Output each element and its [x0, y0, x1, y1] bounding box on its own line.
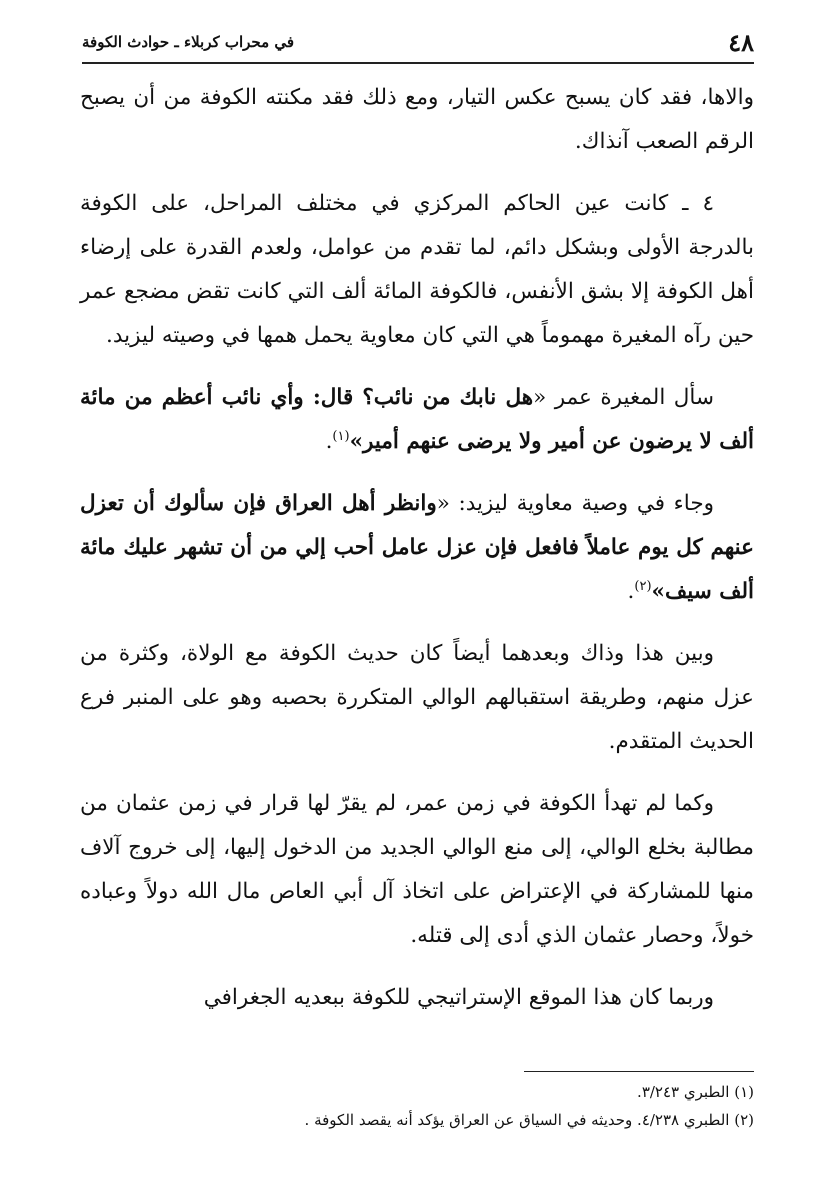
paragraph: وربما كان هذا الموقع الإستراتيجي للكوفة ببعديه الجغرافي: [203, 985, 714, 1010]
body-text: [80, 76, 754, 1038]
paragraph: ٤ ـ كانت عين الحاكم المركزي في مختلف المراحل، على الكوفة بالدرجة الأولى وبشكل دائم، لما تقدم من عوامل، ولعدم القدرة على إرضاء أهل الكوفة إلا بشق الأنفس، فالكوفة المائة ألف التي كانت تقض مضجع عمر حين رآه المغيرة مهموماً هي التي كان معاوية يحمل همها في وصيته ليزيد.: [80, 191, 754, 348]
sentence-end: .: [325, 429, 333, 454]
quote-close: »: [349, 429, 363, 454]
paragraph: والاها، فقد كان يسبح عكس التيار، ومع ذلك فقد مكنته الكوفة من أن يصبح الرقم الصعب آنذاك.: [80, 85, 754, 154]
paragraph: وبين هذا وذاك وبعدهما أيضاً كان حديث الكوفة مع الولاة، وكثرة من عزل منهم، وطريقة استقبالهم الوالي المتكررة بحصبه وهو على المنبر فرع الحديث المتقدم.: [80, 641, 754, 754]
paragraph: وكما لم تهدأ الكوفة في زمن عمر، لم يقرّ لها قرار في زمن عثمان من مطالبة بخلع الوالي، إلى منع الوالي الجديد من الدخول إليها، إلى خروج آلاف منها للمشاركة في الإعتراض على اتخاذ آل أبي العاص مال الله دولاً وعباده خولاً، وحصار عثمان الذي أدى إلى قتله.: [80, 791, 754, 948]
quote-answer: وأي نائب أعظم من مائة ألف لا يرضون عن أمير ولا يرضى عنهم أمير: [80, 385, 754, 454]
footnote-ref: (١): [332, 428, 350, 444]
footnote-ref: (٢): [634, 578, 652, 594]
footnote: (٢) الطبري ٤/٢٣٨. وحديثه في السياق عن العراق يؤكد أنه يقصد الكوفة .: [304, 1111, 754, 1129]
quote-intro: وجاء في وصية معاوية ليزيد: «: [436, 491, 714, 516]
sentence-end: .: [627, 579, 635, 604]
running-title: في محراب كربلاء ـ حوادث الكوفة: [82, 33, 295, 51]
paragraph-with-quote: [80, 376, 754, 464]
footnotes: [82, 1078, 754, 1134]
footnote: (١) الطبري ٣/٢٤٣.: [637, 1083, 754, 1101]
page-header: [82, 22, 754, 64]
quote-text: وانظر أهل العراق فإن سألوك أن تعزل عنهم كل يوم عاملاً فافعل فإن عزل عامل أحب إلي من أن تشهر عليك مائة ألف سيف: [80, 491, 754, 604]
quote-question: هل نابك من نائب؟: [362, 385, 534, 410]
quote-intro: سأل المغيرة عمر «: [533, 385, 714, 410]
paragraph-with-quote: [80, 482, 754, 614]
footnote-divider: [524, 1071, 754, 1072]
page-number: ٤٨: [728, 27, 754, 57]
quote-close: »: [651, 579, 665, 604]
quote-speaker: قال:: [303, 385, 363, 410]
